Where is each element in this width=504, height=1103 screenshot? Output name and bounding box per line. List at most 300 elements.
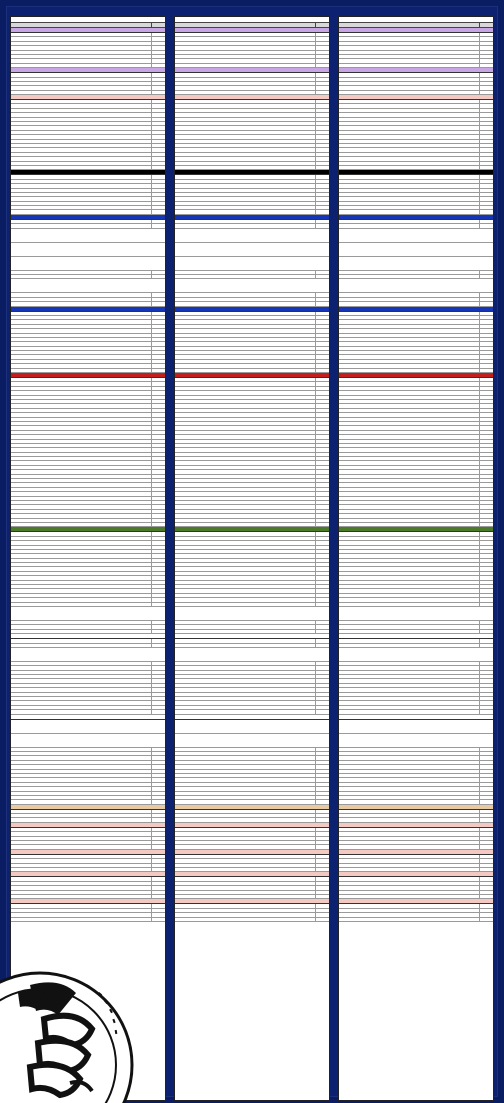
row-item	[339, 832, 479, 835]
row-item	[339, 787, 479, 790]
row-item	[11, 864, 151, 867]
row-qty	[479, 91, 493, 94]
row-item	[175, 275, 315, 278]
row-item	[175, 122, 315, 125]
row-qty	[315, 409, 329, 412]
row-qty	[315, 796, 329, 799]
row-item	[175, 778, 315, 781]
row-qty	[315, 594, 329, 597]
row-qty	[479, 532, 493, 535]
row-qty	[151, 625, 165, 628]
table-row	[175, 918, 329, 922]
row-item	[175, 554, 315, 557]
row-item	[175, 572, 315, 575]
row-qty	[315, 293, 329, 296]
row-item	[11, 832, 151, 835]
row-qty	[479, 220, 493, 223]
row-item	[11, 109, 151, 112]
row-item	[339, 298, 479, 301]
row-item	[11, 64, 151, 67]
row-qty	[315, 895, 329, 898]
row-item	[11, 706, 151, 709]
row-item	[339, 342, 479, 345]
row-qty	[479, 603, 493, 606]
row-item	[339, 621, 479, 624]
row-item	[339, 761, 479, 764]
row-item	[339, 312, 479, 315]
row-qty	[151, 697, 165, 700]
row-item	[339, 572, 479, 575]
row-qty	[479, 479, 493, 482]
row-qty	[479, 42, 493, 45]
row-item	[11, 895, 151, 898]
row-qty	[315, 501, 329, 504]
row-qty	[151, 431, 165, 434]
row-qty	[315, 202, 329, 205]
row-item	[11, 501, 151, 504]
row-qty	[479, 510, 493, 513]
header-qty	[315, 23, 329, 27]
row-item	[339, 559, 479, 562]
row-qty	[479, 444, 493, 447]
row-qty	[315, 426, 329, 429]
row-item	[339, 82, 479, 85]
row-item	[339, 113, 479, 116]
row-qty	[479, 684, 493, 687]
row-item	[11, 180, 151, 183]
row-qty	[479, 64, 493, 67]
row-qty	[151, 418, 165, 421]
row-qty	[151, 100, 165, 103]
row-qty	[151, 275, 165, 278]
row-item	[175, 492, 315, 495]
row-item	[175, 78, 315, 81]
row-item	[11, 293, 151, 296]
row-qty	[151, 488, 165, 491]
row-item	[175, 625, 315, 628]
row-qty	[479, 787, 493, 790]
row-qty	[151, 435, 165, 438]
row-qty	[315, 360, 329, 363]
table-row	[339, 229, 493, 243]
row-qty	[315, 37, 329, 40]
row-item	[11, 347, 151, 350]
row-qty	[479, 453, 493, 456]
row-item	[339, 679, 479, 682]
row-item	[339, 625, 479, 628]
row-qty	[479, 329, 493, 332]
row-qty	[315, 312, 329, 315]
row-item	[175, 202, 315, 205]
row-qty	[315, 770, 329, 773]
row-item	[11, 342, 151, 345]
row-item	[175, 104, 315, 107]
row-item	[175, 329, 315, 332]
row-qty	[151, 546, 165, 549]
row-item	[175, 193, 315, 196]
row-item	[175, 783, 315, 786]
row-qty	[479, 413, 493, 416]
row-qty	[315, 271, 329, 274]
row-qty	[479, 523, 493, 526]
row-item	[339, 329, 479, 332]
row-item	[339, 457, 479, 460]
row-item	[339, 104, 479, 107]
row-item	[339, 206, 479, 209]
row-qty	[315, 918, 329, 921]
row-item	[11, 355, 151, 358]
row-item	[339, 360, 479, 363]
row-qty	[479, 396, 493, 399]
row-item	[339, 675, 479, 678]
row-item	[11, 541, 151, 544]
row-item	[339, 378, 479, 381]
row-qty	[479, 55, 493, 58]
row-qty	[479, 882, 493, 885]
row-qty	[151, 706, 165, 709]
row-item	[11, 46, 151, 49]
row-qty	[315, 453, 329, 456]
school-seal-logo	[0, 915, 150, 1103]
row-qty	[151, 483, 165, 486]
row-qty	[479, 175, 493, 178]
row-qty	[315, 756, 329, 759]
row-item	[175, 603, 315, 606]
row-item	[11, 510, 151, 513]
row-qty	[479, 153, 493, 156]
row-qty	[151, 144, 165, 147]
row-item	[339, 510, 479, 513]
table-row	[11, 243, 165, 257]
row-item	[339, 554, 479, 557]
row-qty	[151, 55, 165, 58]
row-qty	[151, 400, 165, 403]
row-item	[339, 453, 479, 456]
row-item	[339, 55, 479, 58]
row-qty	[151, 409, 165, 412]
row-qty	[315, 810, 329, 813]
row-qty	[479, 342, 493, 345]
row-item	[11, 131, 151, 134]
row-item	[11, 877, 151, 880]
row-qty	[315, 841, 329, 844]
row-item	[175, 73, 315, 76]
row-qty	[479, 461, 493, 464]
row-item	[11, 55, 151, 58]
row-qty	[151, 864, 165, 867]
row-qty	[479, 492, 493, 495]
row-item	[11, 662, 151, 665]
row-item	[339, 895, 479, 898]
row-qty	[315, 382, 329, 385]
table-row	[11, 648, 165, 662]
row-item	[175, 312, 315, 315]
row-qty	[479, 877, 493, 880]
row-item	[175, 220, 315, 223]
row-qty	[315, 792, 329, 795]
row-qty	[315, 832, 329, 835]
row-qty	[151, 391, 165, 394]
row-qty	[315, 483, 329, 486]
row-qty	[479, 275, 493, 278]
row-item	[11, 688, 151, 691]
row-qty	[315, 675, 329, 678]
row-item	[11, 550, 151, 553]
row-qty	[479, 418, 493, 421]
row-item	[339, 752, 479, 755]
row-qty	[151, 162, 165, 165]
row-qty	[315, 492, 329, 495]
row-qty	[315, 334, 329, 337]
row-item	[11, 338, 151, 341]
row-item	[339, 325, 479, 328]
row-item	[339, 594, 479, 597]
row-qty	[151, 621, 165, 624]
row-qty	[151, 828, 165, 831]
row-item	[11, 144, 151, 147]
row-qty	[479, 409, 493, 412]
row-item	[175, 334, 315, 337]
row-qty	[315, 882, 329, 885]
row-qty	[151, 800, 165, 803]
row-item	[175, 904, 315, 907]
row-qty	[151, 918, 165, 921]
row-item	[11, 100, 151, 103]
table-row	[175, 720, 329, 734]
row-item	[339, 180, 479, 183]
row-item	[11, 598, 151, 601]
row-item	[175, 859, 315, 862]
row-item	[11, 868, 151, 871]
row-item	[175, 42, 315, 45]
row-qty	[315, 64, 329, 67]
row-item	[339, 73, 479, 76]
row-item	[11, 701, 151, 704]
row-qty	[479, 126, 493, 129]
row-item	[339, 387, 479, 390]
row-qty	[315, 118, 329, 121]
row-item	[339, 644, 479, 647]
row-item	[11, 855, 151, 858]
header-qty	[479, 23, 493, 27]
row-qty	[479, 581, 493, 584]
row-qty	[151, 630, 165, 633]
row-qty	[151, 886, 165, 889]
row-item	[11, 404, 151, 407]
row-item	[175, 475, 315, 478]
row-qty	[151, 675, 165, 678]
row-item	[175, 774, 315, 777]
table-row	[339, 734, 493, 748]
row-item	[11, 396, 151, 399]
row-qty	[151, 832, 165, 835]
row-qty	[151, 206, 165, 209]
row-qty	[315, 505, 329, 508]
row-item	[339, 369, 479, 372]
row-qty	[151, 33, 165, 36]
row-qty	[151, 109, 165, 112]
row-item	[339, 440, 479, 443]
row-qty	[151, 756, 165, 759]
row-item	[175, 33, 315, 36]
row-item	[175, 162, 315, 165]
row-qty	[151, 360, 165, 363]
row-qty	[151, 841, 165, 844]
row-qty	[151, 369, 165, 372]
row-item	[175, 391, 315, 394]
row-qty	[151, 550, 165, 553]
row-item	[175, 891, 315, 894]
row-item	[175, 918, 315, 921]
row-item	[339, 175, 479, 178]
row-qty	[479, 567, 493, 570]
row-item	[11, 470, 151, 473]
row-item	[339, 435, 479, 438]
row-qty	[315, 519, 329, 522]
table-row	[175, 734, 329, 748]
row-qty	[151, 334, 165, 337]
row-qty	[315, 563, 329, 566]
row-item	[175, 210, 315, 213]
row-item	[339, 541, 479, 544]
row-item	[339, 413, 479, 416]
row-item	[175, 461, 315, 464]
row-item	[175, 688, 315, 691]
row-qty	[151, 42, 165, 45]
row-item	[175, 864, 315, 867]
row-item	[339, 122, 479, 125]
row-item	[11, 59, 151, 62]
row-item	[339, 483, 479, 486]
row-item	[175, 404, 315, 407]
row-item	[339, 422, 479, 425]
row-qty	[151, 563, 165, 566]
row-qty	[151, 86, 165, 89]
row-qty	[315, 157, 329, 160]
row-item	[339, 46, 479, 49]
row-item	[11, 435, 151, 438]
row-qty	[151, 118, 165, 121]
row-qty	[315, 904, 329, 907]
row-item	[11, 175, 151, 178]
row-qty	[315, 514, 329, 517]
row-item	[175, 841, 315, 844]
row-item	[175, 756, 315, 759]
row-item	[175, 378, 315, 381]
row-item	[11, 710, 151, 713]
row-item	[339, 189, 479, 192]
row-item	[11, 457, 151, 460]
row-item	[11, 483, 151, 486]
row-item	[11, 166, 151, 169]
table-row	[175, 607, 329, 621]
row-qty	[151, 882, 165, 885]
row-qty	[315, 33, 329, 36]
row-item	[175, 347, 315, 350]
row-qty	[315, 688, 329, 691]
row-qty	[151, 497, 165, 500]
row-item	[11, 770, 151, 773]
row-item	[339, 684, 479, 687]
row-qty	[315, 166, 329, 169]
row-qty	[479, 302, 493, 305]
row-qty	[479, 514, 493, 517]
row-qty	[151, 470, 165, 473]
row-item	[339, 783, 479, 786]
table-row	[11, 607, 165, 621]
row-qty	[151, 46, 165, 49]
row-qty	[479, 909, 493, 912]
row-qty	[315, 189, 329, 192]
row-item	[175, 320, 315, 323]
row-item	[175, 91, 315, 94]
row-item	[11, 796, 151, 799]
row-qty	[479, 770, 493, 773]
row-item	[339, 828, 479, 831]
row-qty	[315, 891, 329, 894]
row-item	[175, 175, 315, 178]
row-item	[339, 913, 479, 916]
row-qty	[479, 572, 493, 575]
row-qty	[315, 91, 329, 94]
row-qty	[315, 800, 329, 803]
row-qty	[151, 679, 165, 682]
row-qty	[315, 701, 329, 704]
row-qty	[315, 184, 329, 187]
row-qty	[151, 78, 165, 81]
row-qty	[151, 859, 165, 862]
row-qty	[479, 109, 493, 112]
row-item	[175, 86, 315, 89]
row-item	[339, 37, 479, 40]
row-item	[339, 431, 479, 434]
row-qty	[479, 293, 493, 296]
row-item	[339, 550, 479, 553]
row-item	[11, 589, 151, 592]
row-qty	[479, 576, 493, 579]
row-item	[175, 706, 315, 709]
row-qty	[151, 666, 165, 669]
row-qty	[479, 752, 493, 755]
row-qty	[151, 148, 165, 151]
row-qty	[315, 342, 329, 345]
row-qty	[315, 126, 329, 129]
row-qty	[479, 828, 493, 831]
row-item	[339, 492, 479, 495]
row-item	[339, 126, 479, 129]
row-item	[11, 440, 151, 443]
row-qty	[151, 537, 165, 540]
row-qty	[479, 701, 493, 704]
row-qty	[151, 710, 165, 713]
row-qty	[151, 448, 165, 451]
row-qty	[315, 666, 329, 669]
row-item	[339, 837, 479, 840]
row-qty	[151, 466, 165, 469]
row-qty	[151, 131, 165, 134]
row-qty	[151, 126, 165, 129]
row-qty	[479, 891, 493, 894]
row-qty	[315, 828, 329, 831]
row-item	[11, 845, 151, 848]
row-item	[175, 400, 315, 403]
row-qty	[479, 189, 493, 192]
row-item	[339, 845, 479, 848]
row-item	[11, 153, 151, 156]
row-qty	[479, 37, 493, 40]
row-item	[339, 184, 479, 187]
row-qty	[479, 630, 493, 633]
